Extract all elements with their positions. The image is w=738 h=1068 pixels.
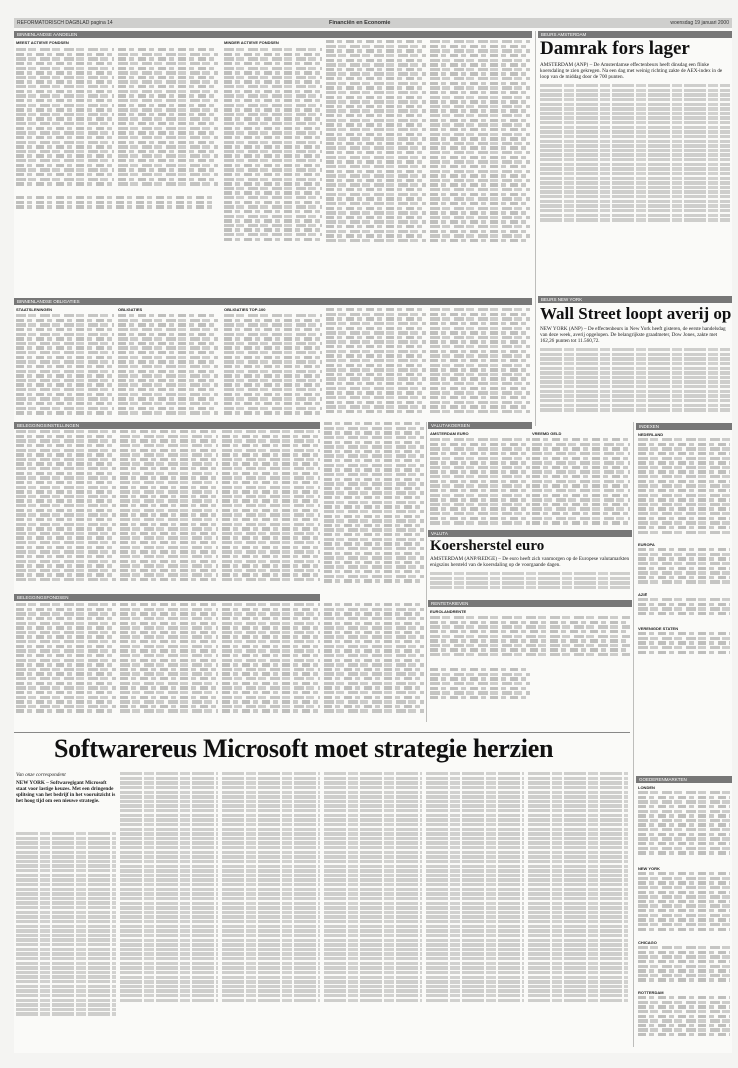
fund-table-col1	[16, 430, 116, 590]
fx-table-euro	[430, 438, 530, 530]
header-date: woensdag 19 januari 2000	[670, 20, 729, 26]
fund-table-col2	[120, 430, 218, 590]
subhead-amsterdam-euro: AMSTERDAM EURO	[430, 431, 469, 436]
microsoft-col1	[16, 832, 116, 1044]
subhead-obligaties-top: OBLIGATIES TOP-100	[224, 307, 266, 312]
microsoft-col2	[120, 772, 218, 1044]
commodity-table-chicago	[638, 946, 730, 986]
bfund-table-col1	[16, 603, 116, 721]
section-beurs-new-york: BEURS NEW YORK	[538, 296, 732, 303]
subhead-eurolandrente: EUROLANDRENTE	[430, 609, 467, 614]
lead-microsoft: NEW YORK – Softwaregigant Microsoft staat voor lastige keuzes. Met een dringende splitsing van het bedrijf in het vooruitzicht is het hoog tijd om een nieuwe strategie.	[16, 780, 116, 805]
stock-table-col4	[326, 40, 426, 250]
article-koersherstel-body	[430, 572, 630, 596]
subhead-staatsleningen: STAATSLENINGEN	[16, 307, 53, 312]
section-binnenlandse-aandelen: BINNENLANDSE AANDELEN	[14, 31, 532, 38]
bfund-table-col4	[324, 603, 424, 721]
subhead-verenigde-staten: VERENIGDE STATEN	[638, 626, 679, 631]
stock-table-col1	[16, 48, 114, 190]
index-table-vs	[638, 632, 730, 660]
index-table-nl	[638, 438, 730, 538]
section-valuta: VALUTA	[428, 530, 632, 537]
section-valutakoersen: VALUTAKOERSEN	[428, 422, 532, 429]
column-divider	[633, 422, 634, 1047]
section-rentetarieven: RENTETARIEVEN	[428, 600, 632, 607]
section-goederenmarkten: GOEDERENMARKTEN	[636, 776, 732, 783]
stock-table-col5	[430, 40, 530, 250]
commodity-table-ny	[638, 872, 730, 936]
subhead-london: LONDEN	[638, 785, 655, 790]
article-top-rule	[14, 732, 630, 733]
subhead-rotterdam: ROTTERDAM	[638, 990, 664, 995]
subhead-azie: AZIË	[638, 592, 648, 597]
stock-footnote	[16, 196, 216, 216]
newspaper-page	[14, 18, 732, 1053]
microsoft-col6	[528, 772, 628, 1044]
header-section: Financiën en Economie	[329, 20, 391, 26]
index-table-europa	[638, 548, 730, 588]
page-header	[14, 18, 732, 28]
headline-damrak: Damrak fors lager	[540, 38, 690, 59]
commodity-table-london	[638, 791, 730, 861]
microsoft-col4	[324, 772, 422, 1044]
bfund-table-col2	[120, 603, 218, 721]
section-beleggingsinstellingen: BELEGGINGSINSTELLINGEN	[14, 422, 320, 429]
byline-microsoft: Van onze correspondent	[16, 772, 66, 778]
subhead-chicago: CHICAGO	[638, 940, 657, 945]
commodity-table-rotterdam	[638, 996, 730, 1044]
article-wallstreet-body	[540, 348, 730, 416]
section-beurs-amsterdam: BEURS AMSTERDAM	[538, 31, 732, 38]
bond-table-col4	[326, 308, 426, 418]
section-indexen: INDEXEN	[636, 423, 732, 430]
subhead-vreemd-geld: VREEMD GELD	[532, 431, 562, 436]
section-beleggingsfondsen: BELEGGINGSFONDSEN	[14, 594, 320, 601]
subhead-minder-actieve: MINDER ACTIEVE FONDSEN	[224, 40, 279, 45]
headline-microsoft: Softwarereus Microsoft moet strategie herzien	[54, 734, 554, 763]
stock-table-col2	[118, 48, 218, 190]
lead-damrak: AMSTERDAM (ANP) – De Amsterdamse effectenbeurs heeft dinsdag een flinke koersdaling te zien gekregen. Na een dag met weinig richting zakte de AEX-index in de loop van de middag door de 700 punten.	[540, 62, 723, 81]
subhead-obligaties: OBLIGATIES	[118, 307, 143, 312]
index-table-azie	[638, 598, 730, 622]
article-damrak-body	[540, 84, 730, 244]
subhead-nederland: NEDERLAND	[638, 432, 664, 437]
column-divider	[426, 422, 427, 722]
lead-koersherstel: AMSTERDAM (ANP/REDGE) – De euro heeft zich vanmorgen op de Europese valutamarkten enigszins hersteld van de koersdaling op de voorgaande dagen.	[430, 556, 630, 569]
microsoft-col3	[222, 772, 320, 1044]
microsoft-col5	[426, 772, 524, 1044]
bond-table-col5	[430, 308, 530, 418]
rate-table	[430, 616, 630, 662]
header-left: REFORMATORISCH DAGBLAD pagina 14	[17, 20, 113, 26]
subhead-new-york: NEW YORK	[638, 866, 660, 871]
bond-table-col2	[118, 314, 218, 418]
bond-table-col3	[224, 314, 322, 418]
lead-wallstreet: NEW YORK (ANP) – De effectenbeurs in New York heeft gisteren, de eerste handelsdag van deze week, averij opgelopen. De belangrijkste graadmeter, Dow Jones, zakte met 162,26 punten tot 11.560,72.	[540, 326, 726, 345]
bfund-table-col3	[222, 603, 320, 721]
fund-table-col3	[222, 430, 320, 590]
headline-koersherstel: Koersherstel euro	[430, 538, 545, 554]
subhead-meest-actieve: MEEST ACTIEVE FONDSEN	[16, 40, 69, 45]
rate-table-2	[430, 668, 530, 708]
headline-wallstreet: Wall Street loopt averij op	[540, 304, 732, 323]
subhead-europa: EUROPA	[638, 542, 655, 547]
fund-table-col4	[324, 422, 424, 590]
column-divider	[535, 31, 536, 426]
section-binnenlandse-obligaties: BINNENLANDSE OBLIGATIES	[14, 298, 532, 305]
stock-table-col3	[224, 48, 322, 248]
bond-table-col1	[16, 314, 114, 418]
fx-table-vreemd	[532, 438, 630, 530]
